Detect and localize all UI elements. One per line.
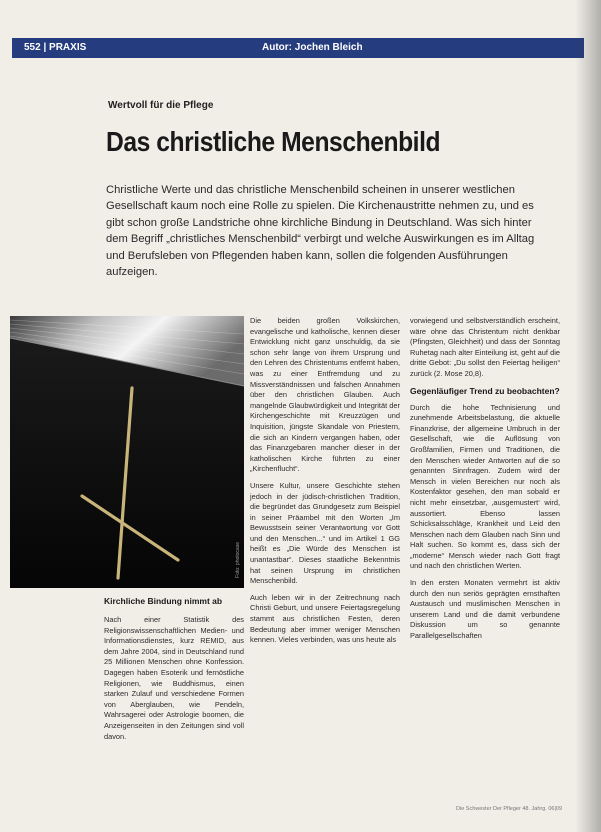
photo-credit: Foto: photocase (235, 542, 241, 578)
header-bar (12, 38, 584, 58)
article-title: Das christliche Menschenbild (106, 126, 441, 157)
paragraph: Nach einer Statistik des Religionswissenschaftlichen Medien- und Informationsdienstes, kurz REMID, aus dem Jahre 2004, sind in Deutschland rund 25 Millionen Menschen ohne Konfession. Dagegen haben Esoterik und fernöstliche Religionen, wie Buddhismus, einen starken Zulauf und verschiedene Formen von Aberglauben, wie Pendeln, Wahrsagerei oder Astrologie boomen, die Anzeigenseiten in den Zeitungen sind voll davon. (104, 615, 244, 741)
paragraph: In den ersten Monaten vermehrt ist aktiv durch den nun seriös geprägten ernsthaften Austausch und muslimischen Menschen in unserem Land und die damit verbundene Diskussion um so genannte Parallelgesellschaften (410, 578, 560, 641)
cross-photo (10, 316, 244, 588)
paragraph: Unsere Kultur, unsere Geschichte stehen jedoch in der jüdisch-christlichen Tradition, die begründet das Grundgesetz zum Beispiel in seiner Präambel mit den Worten „Im Bewusstsein seiner Verantwortung vor Gott und den Menschen...“ und im Artikel 1 GG heißt es „Die Würde des Menschen ist unantastbar“. Dieses staatliche Bekenntnis hat seinen Ursprung im christlichen Menschenbild. (250, 480, 400, 586)
paragraph: vorwiegend und selbstverständlich erscheint, wäre ohne das Christentum nicht denkbar (Pfingsten, Gleichheit) und dass der Sonntag Ruhetag nach alter Einteilung ist, geht auf die dritte Gebot: „Du sollst den Feiertag heiligen“ zurück (2. Mose 20,8). (410, 316, 560, 378)
subhead-kirchliche-bindung: Kirchliche Bindung nimmt ab (104, 596, 223, 606)
paragraph: Durch die hohe Technisierung und zunehmende Arbeitsbelastung, die aktuelle Finanzkrise, der allgemeine Umbruch in der Gesellschaft, wie die Auflösung von Großfamilien, Firmen und Traditionen, die den Menschen wieder Antworten auf die so genannten Sinnfragen. Zudem wird der Mensch in vielen Bereichen nur noch als Kostenfaktor gesehen, den man sobald er nicht mehr einsetzbar, ‚ausgemustert‘ wird, aussortiert. Ebenso lassen Schicksalsschläge, Krankheit und Leid den Menschen nach dem Glauben nach Sinn und Halt suchen. So kommt es, dass sich der „moderne“ Mensch wieder nach Gott fragt und nach den christlichen Werten. (410, 402, 560, 571)
cross-book-illustration (10, 316, 244, 588)
text-column-3 (410, 316, 560, 648)
paragraph: Auch leben wir in der Zeitrechnung nach Christi Geburt, und unsere Feiertagsregelung stammt aus christlichen Festen, deren Bedeutung aber immer weniger Menschen kennen. Vieles verbinden, was uns heute als (250, 592, 400, 645)
page-edge-shadow (575, 0, 601, 832)
paragraph: Die beiden großen Volkskirchen, evangelische und katholische, kennen dieser Entwicklung nicht ganz unschuldig, da sie schon sehr lange von ihrem Ursprung und den Lehren des Christentums entfernt haben, was zu einer Entfremdung und zu Missverständnissen und falschen Annahmen über den christlichen Glauben. Auch mangelnde Glaubwürdigkeit und Integrität der Kirchengeschichte mit Kreuzzügen und Inquisition, jüngste Skandale von Priestern, die sich an Kindern vergangen haben, oder das Finanzgebaren mancher dieser in der katholischen Kirche führten zu einer „Kirchenflucht“. (250, 316, 400, 474)
author-label: Autor: Jochen Bleich (262, 42, 363, 53)
text-column-2 (250, 316, 400, 652)
text-column-1 (104, 596, 244, 748)
article-lead: Christliche Werte und das christliche Menschenbild scheinen in unserer westlichen Gesellschaft kaum noch eine Rolle zu spielen. Die Kirchenaustritte nehmen zu, und es gibt schon große Landstriche ohne kirchliche Bindung in Deutschland. Was sich hinter dem Begriff „christliches Menschenbild“ verbirgt und welche Auswirkungen es im Alltag und Berufsleben von Pflegenden haben kann, sollen die folgenden Ausführungen aufzeigen. (106, 184, 535, 279)
article-kicker: Wertvoll für die Pflege (108, 100, 214, 111)
page-footer: Die Schwester Der Pfleger 48. Jahrg. 06|09 (456, 806, 562, 812)
subhead-gegenlaeufiger-trend: Gegenläufiger Trend zu beobachten? (410, 385, 560, 396)
section-label: 552 | PRAXIS (24, 42, 87, 53)
